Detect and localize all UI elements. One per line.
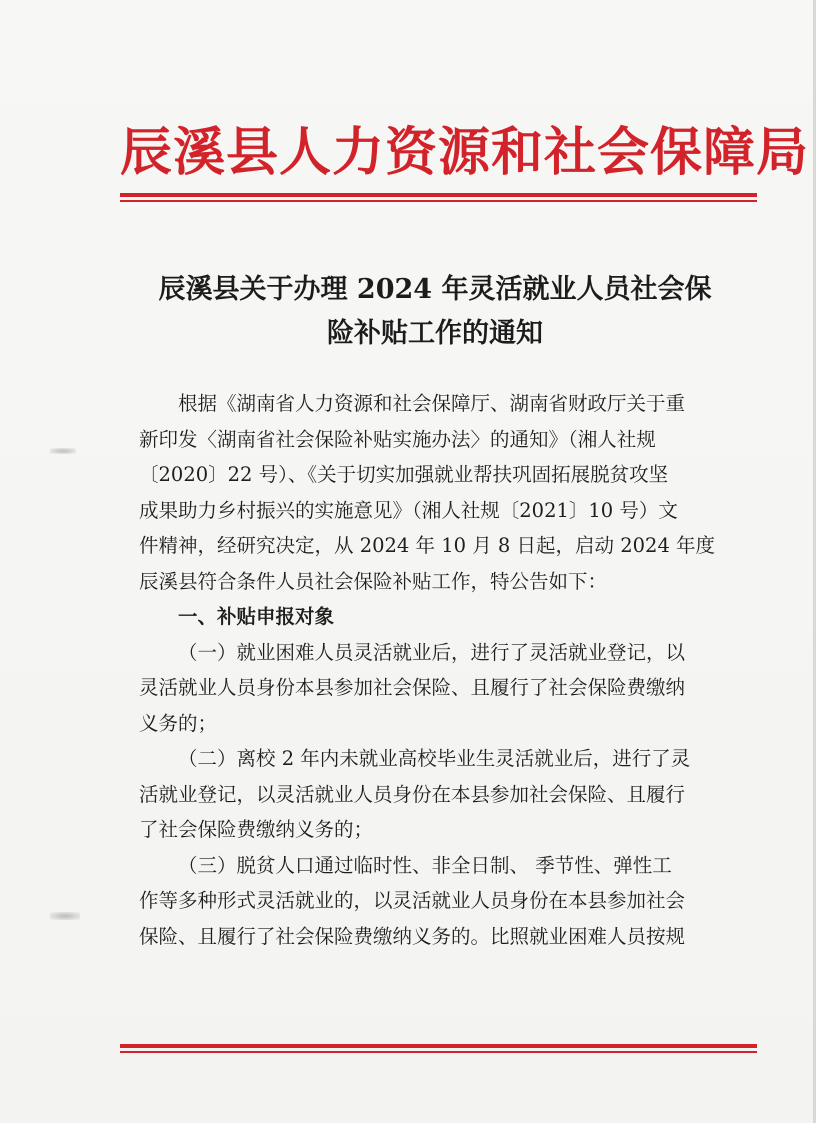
- paragraph-line: 根据《湖南省人力资源和社会保障厅、湖南省财政厅关于重: [178, 392, 686, 415]
- footer-rule-thin: [120, 1051, 757, 1053]
- paragraph-line: 保险、且履行了社会保险费缴纳义务的。比照就业困难人员按规: [139, 924, 686, 948]
- document-title: [110, 268, 760, 356]
- paragraph-line: （二）离校 2 年内未就业高校毕业生灵活就业后，进行了灵: [178, 747, 691, 770]
- letterhead-rule-thick: [120, 193, 757, 197]
- paragraph-line: 件精神，经研究决定，从 2024 年 10 月 8 日起，启动 2024 年度: [139, 534, 716, 557]
- letterhead-rule-thin: [120, 200, 757, 202]
- footer-rule-thick: [120, 1044, 757, 1048]
- document-title-line: 辰溪县关于办理 2024 年灵活就业人员社会保: [158, 274, 712, 305]
- paragraph-line: （三）脱贫人口通过临时性、非全日制、 季节性、弹性工: [178, 853, 672, 877]
- paragraph-line: 〔2020〕22 号）、《关于切实加强就业帮扶巩固拓展脱贫攻坚: [139, 463, 669, 486]
- document-body: [139, 386, 739, 954]
- paragraph-line: 新印发〈湖南省社会保险补贴实施办法〉的通知》（湘人社规: [139, 427, 656, 451]
- paragraph-line: 辰溪县符合条件人员社会保险补贴工作，特公告如下：: [139, 569, 608, 593]
- scan-artifact: [50, 448, 76, 454]
- paragraph-line: 灵活就业人员身份本县参加社会保险、且履行了社会保险费缴纳: [139, 676, 686, 699]
- paragraph-line: 了社会保险费缴纳义务的；: [139, 818, 374, 841]
- paragraph-line: 活就业登记，以灵活就业人员身份在本县参加社会保险、且履行: [139, 782, 686, 806]
- paragraph-line: （一）就业困难人员灵活就业后，进行了灵活就业登记，以: [178, 640, 686, 664]
- paragraph-line: 成果助力乡村振兴的实施意见》（湘人社规〔2021〕10 号）文: [139, 498, 678, 522]
- section-heading: 一、补贴申报对象: [178, 605, 335, 628]
- paragraph-line: 作等多种形式灵活就业的，以灵活就业人员身份在本县参加社会: [139, 889, 686, 912]
- document-title-line: 险补贴工作的通知: [327, 318, 543, 349]
- scan-artifact: [50, 912, 80, 920]
- paragraph-line: 义务的；: [139, 711, 218, 735]
- letterhead-agency-name: 辰溪县人力资源和社会保障局: [120, 122, 810, 183]
